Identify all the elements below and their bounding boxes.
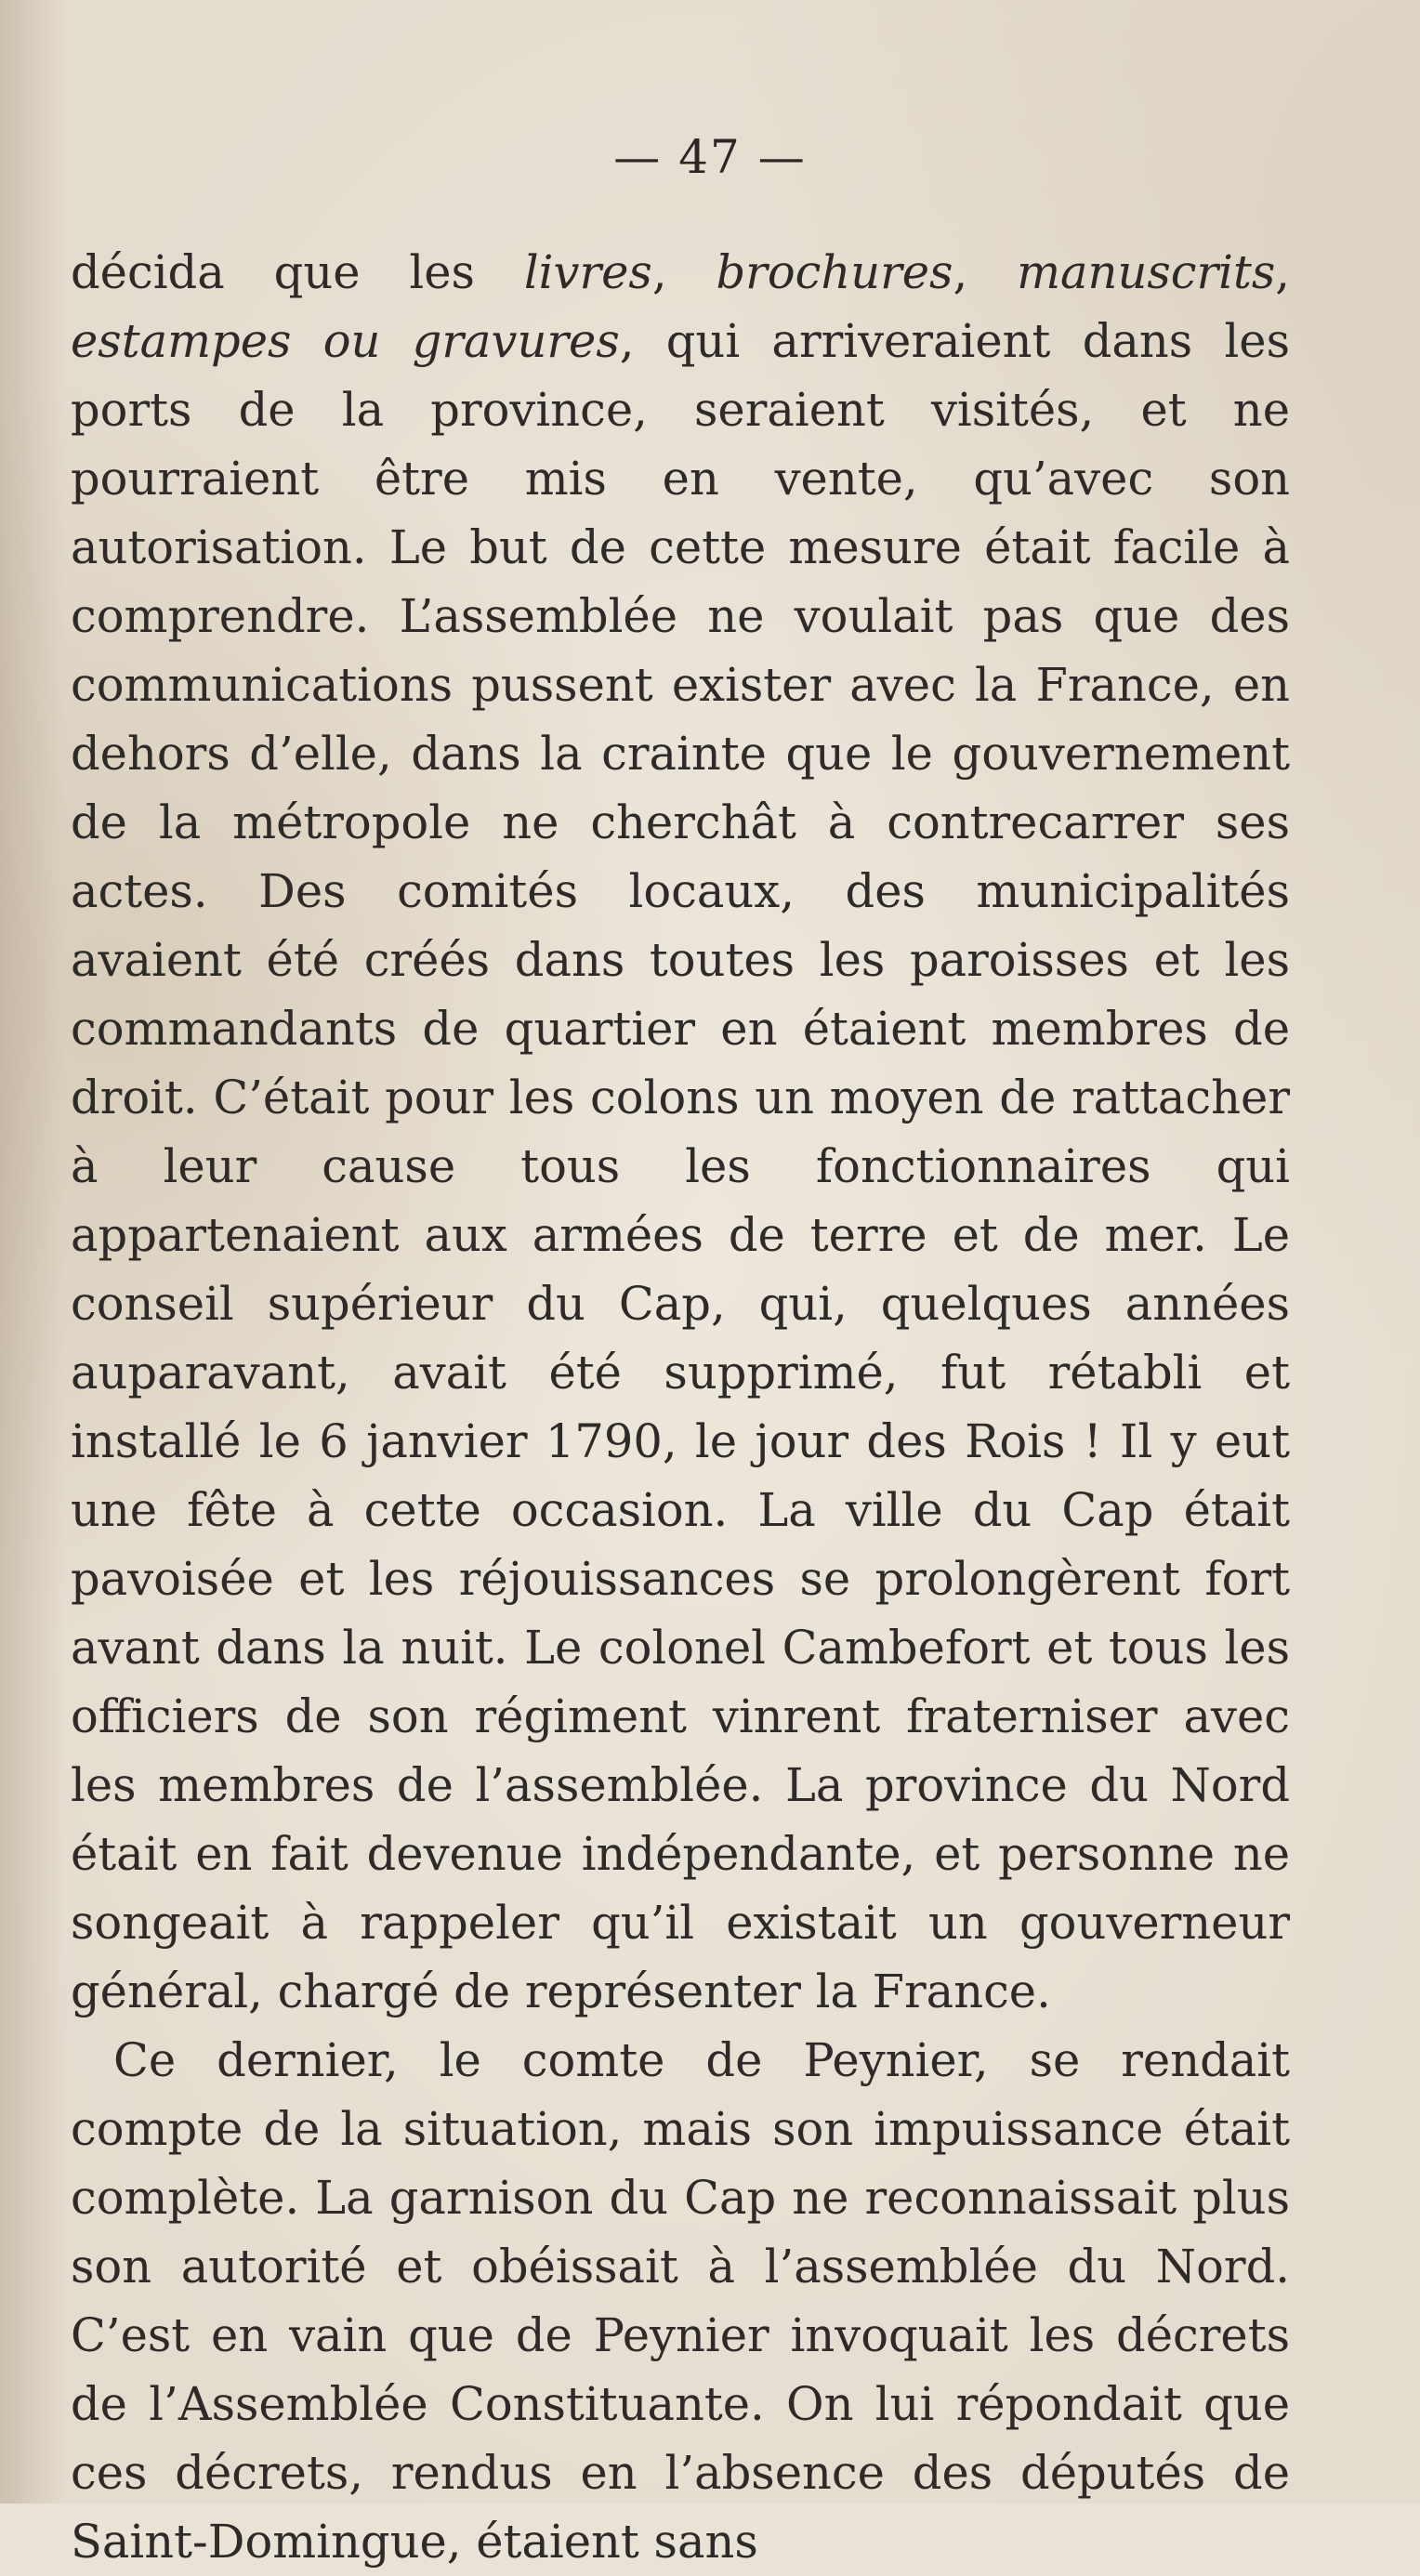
paragraph-2 xyxy=(71,2026,1290,2576)
body-text xyxy=(71,238,1290,2576)
italic-text-run: brochures xyxy=(716,245,953,299)
page-number: — 47 — xyxy=(613,130,807,184)
text-run: , xyxy=(953,245,1018,299)
paragraph-1 xyxy=(71,238,1290,2026)
text-run: décida que les xyxy=(71,245,524,299)
text-run: , xyxy=(651,245,717,299)
italic-text-run: manuscrits xyxy=(1017,245,1276,299)
text-run: , qui arriveraient dans les ports de la province, seraient visités, et ne pourraient être mis en vente, qu’avec son autorisation. Le but de cette mesure était facile à comprendre. L’assemblée ne voulait pas que des communications pussent exister avec la France, en dehors d’elle, dans la crainte que le gouvernement de la métropole ne cherchât à contrecarrer ses actes. Des comités locaux, des municipalités avaient été créés dans toutes les paroisses et les commandants de quartier en étaient membres de droit. C’était pour les colons un moyen de rattacher à leur cause tous les fonctionnaires qui appartenaient aux armées de terre et de mer. Le conseil supérieur du Cap, qui, quelques années auparavant, avait été supprimé, fut rétabli et installé le 6 janvier 1790, le jour des Rois ! Il y eut une fête à cette occasion. La ville du Cap était pavoisée et les réjouissances se prolongèrent fort avant dans la nuit. Le colonel Cambefort et tous les officiers de son régiment vinrent fraterniser avec les membres de l’assemblée. La province du Nord était en fait devenue indépendante, et personne ne songeait à rappeler qu’il existait un gouverneur général, chargé de représenter la France. xyxy=(71,314,1290,2018)
italic-text-run: estampes ou gravures xyxy=(71,314,620,368)
text-run: Ce dernier, le comte de Peynier, se rendait compte de la situation, mais son impuissance était complète. La garnison du Cap ne reconnaissait plus son autorité et obéissait à l’assemblée du Nord. C’est en vain que de Peynier invoquait les décrets de l’Assemblée Constituante. On lui répondait que ces décrets, rendus en l’absence des députés de Saint-Domingue, étaient sans xyxy=(71,2033,1290,2569)
text-run: , xyxy=(1275,245,1290,299)
italic-text-run: livres xyxy=(523,245,652,299)
binding-shadow xyxy=(0,0,65,2504)
